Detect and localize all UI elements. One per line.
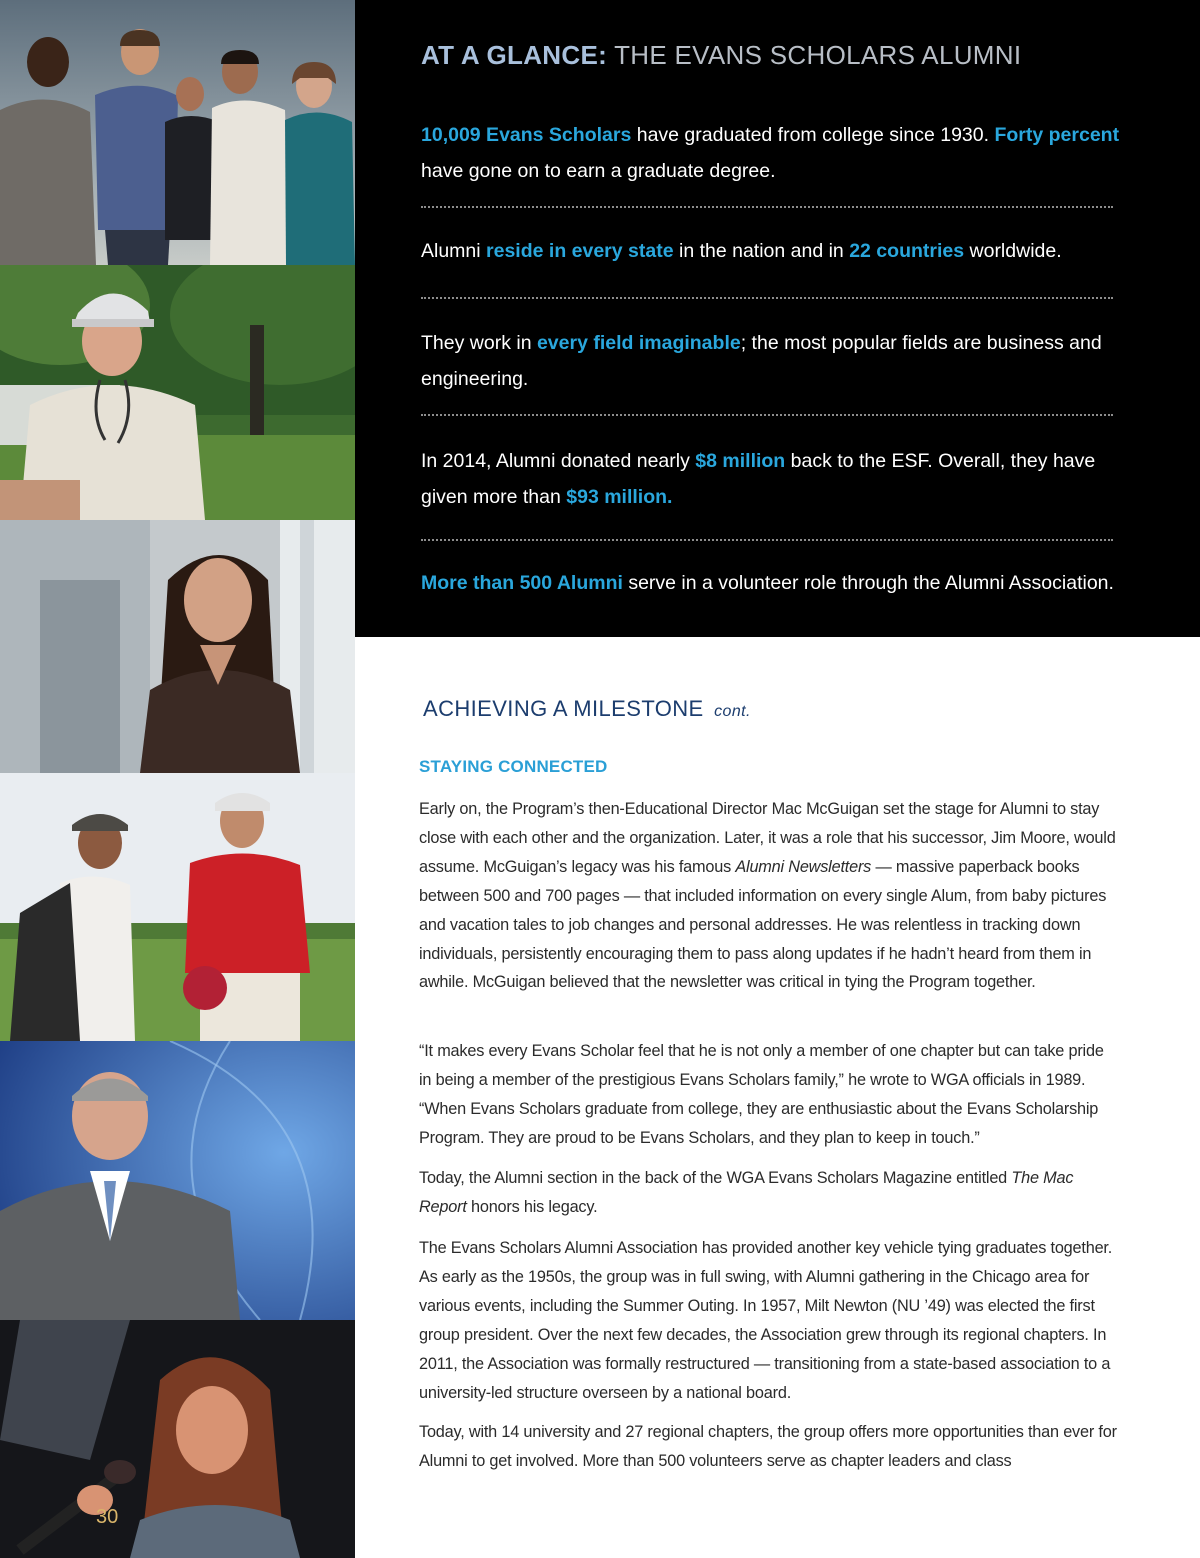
- dotted-divider: [421, 206, 1113, 208]
- section-title: [423, 696, 751, 722]
- article-paragraph: [419, 795, 1119, 997]
- fact-highlight: 10,009 Evans Scholars: [421, 124, 632, 146]
- fact-highlight: reside in every state: [486, 240, 674, 262]
- fact-text: They work in: [421, 332, 537, 354]
- fact-text: serve in a volunteer role through the Alumni Association.: [622, 572, 1114, 594]
- fact-text: worldwide.: [964, 240, 1062, 262]
- fact-highlight: 22 countries: [849, 240, 965, 262]
- paragraph-text: — massive paperback books between 500 and 700 pages — that included information on every single Alum, from baby pictures and vacation tales to job changes and personal addresses. He was relentless in tracking down individuals, persistently encouraging them to pass along updates if he hadn’t heard from them in awhile. McGuigan believed that the newsletter was critical in tying the Program together.: [419, 857, 1107, 992]
- section-title-cont: cont.: [714, 703, 751, 720]
- fact-graduates: [421, 117, 1121, 189]
- paragraph-text: Today, the Alumni section in the back of the WGA Evans Scholars Magazine entitled: [419, 1169, 1012, 1187]
- photo-column: [0, 0, 355, 1558]
- article-paragraph: [419, 1164, 1119, 1222]
- section-title-text: ACHIEVING A MILESTONE: [423, 696, 704, 721]
- mac-report-title: The Mac Report: [419, 1169, 1074, 1216]
- glance-title-lead: AT A GLANCE:: [421, 40, 608, 70]
- page-number: 30: [96, 1506, 119, 1528]
- group-of-young-scholars-photo: [0, 0, 355, 265]
- fact-text: Alumni: [421, 240, 487, 262]
- golfer-and-caddie-photo: [0, 773, 355, 1041]
- newsletter-title: Alumni Newsletters: [735, 857, 872, 876]
- article-paragraph: The Evans Scholars Alumni Association has provided another key vehicle tying graduates together. As early as the 1950s, the group was in full swing, with Alumni gathering in the Chicago area for various events, including the Summer Outing. In 1957, Milt Newton (NU ’49) was elected the first group president. Over the next few decades, the Association grew through its regional chapters. In 2011, the Association was formally restructured — transitioning from a state-based association to a university-led structure overseen by a national board.: [419, 1239, 1113, 1402]
- man-in-cap-with-stethoscope-photo: [0, 265, 355, 520]
- article-paragraph: “It makes every Evans Scholar feel that he is not only a member of one chapter but can take pride in being a member of the prestigious Evans Scholars family,” he wrote to WGA officials in 1989. “When Evans Scholars graduate from college, they are enthusiastic about the Evans Scholarship Program. They are proud to be Evans Scholars, and they plan to keep in touch.”: [419, 1042, 1104, 1147]
- dotted-divider: [421, 539, 1113, 541]
- fact-highlight: Forty percent: [994, 124, 1120, 146]
- fact-volunteers: [421, 565, 1141, 601]
- fact-highlight: $93 million.: [566, 486, 673, 508]
- fact-text: have gone on to earn a graduate degree.: [421, 160, 776, 182]
- fact-donations: [421, 443, 1121, 515]
- fact-residence: [421, 233, 1121, 269]
- paragraph-text: honors his legacy.: [466, 1197, 598, 1216]
- at-a-glance-panel: [355, 0, 1200, 637]
- fact-text: ; the most popular fields are business and engineering.: [421, 332, 1102, 390]
- fact-highlight: $8 million: [695, 450, 786, 472]
- fact-fields: [421, 325, 1121, 397]
- dotted-divider: [421, 297, 1113, 299]
- fact-text: in the nation and in: [673, 240, 850, 262]
- smiling-woman-city-photo: [0, 520, 355, 773]
- subheading-staying-connected: STAYING CONNECTED: [419, 757, 608, 776]
- fact-text: In 2014, Alumni donated nearly: [421, 450, 696, 472]
- paragraph-text: Early on, the Program’s then-Educational Director Mac McGuigan set the stage for Alumni to stay close with each other and the organization. Later, it was a role that his successor, Jim Moore, would assume. McGuigan’s legacy was his famous: [419, 800, 1116, 876]
- fact-text: back to the ESF. Overall, they have given more than: [421, 450, 1096, 508]
- article-paragraph: Today, with 14 university and 27 regional chapters, the group offers more opportunities than ever for Alumni to get involved. More than 500 volunteers serve as chapter leaders and class: [419, 1423, 1117, 1470]
- glance-title-rest: THE EVANS SCHOLARS ALUMNI: [607, 40, 1022, 70]
- dotted-divider: [421, 414, 1113, 416]
- fact-highlight: every field imaginable: [536, 332, 741, 354]
- woman-speaking-microphone-photo: [0, 1320, 355, 1558]
- fact-highlight: More than 500 Alumni: [421, 572, 623, 594]
- fact-text: have graduated from college since 1930.: [631, 124, 995, 146]
- glance-title: [421, 40, 1021, 71]
- man-in-suit-photo: [0, 1041, 355, 1320]
